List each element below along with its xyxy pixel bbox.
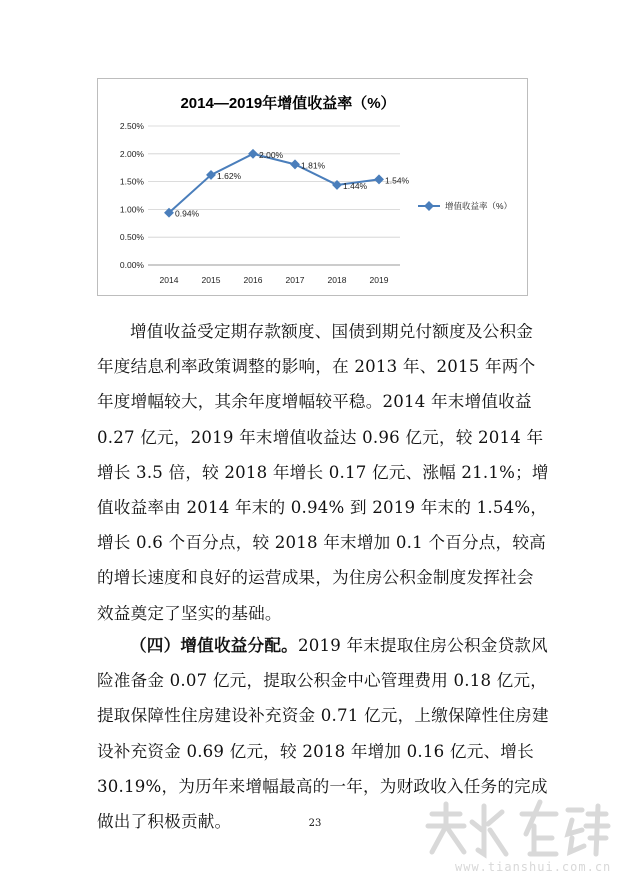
y-tick-label: 2.00%: [119, 148, 144, 159]
x-tick-label: 2019: [369, 275, 389, 285]
data-point-marker: [248, 149, 258, 159]
y-tick-label: 2.50%: [119, 121, 144, 131]
x-tick-label: 2016: [243, 275, 263, 285]
paragraph-text: 增值收益受定期存款额度、国债到期兑付额度及公积金年度结息利率政策调整的影响，在 2013 年、2015 年两个年度增幅较大，其余年度增幅较平稳。2014 年末增值收益 0.27 亿元，2019 年末增值收益达 0.96 亿元，较 2014 年增长 3.5 倍，较 2018 年增长 0.17 亿元、涨幅 21.1%；增值收益率由 2014 年末的 0.94% 到 2019 年末的 1.54%，增长 0.6 个百分点，较 2018 年末增加 0.1 个百分点，较高的增长速度和良好的运营成果，为住房公积金制度发挥社会效益奠定了坚实的基础。: [97, 322, 549, 623]
x-tick-label: 2014: [159, 275, 179, 285]
legend-label: 增值收益率（%）: [445, 201, 513, 211]
x-tick-label: 2015: [201, 275, 221, 285]
x-tick-label: 2018: [327, 275, 347, 285]
data-point-marker: [374, 174, 384, 184]
data-label: 1.81%: [301, 160, 326, 171]
legend-marker: [424, 201, 434, 211]
y-tick-label: 0.00%: [119, 260, 144, 270]
paragraph-text: 2019 年末提取住房公积金贷款风险准备金 0.07 亿元，提取公积金中心管理费用 0.18 亿元，提取保障性住房建设补充资金 0.71 亿元，上缴保障性住房建设补充资金 0.69 亿元，较 2018 年增加 0.16 亿元、增长 30.19%，为历年来增幅最高的一年，为财政收入任务的完成做出了积极贡献。: [97, 636, 549, 832]
data-label: 0.94%: [175, 208, 200, 219]
data-label: 1.62%: [217, 170, 242, 181]
section-heading: （四）增值收益分配。: [130, 635, 298, 655]
y-tick-label: 1.00%: [119, 204, 144, 215]
page-number: 23: [308, 818, 322, 829]
paragraph-yield-growth: [97, 314, 549, 631]
data-label: 1.54%: [385, 175, 410, 186]
yield-rate-chart: [97, 78, 528, 296]
watermark-url: www.tianshui.com.cn: [455, 860, 612, 874]
chart-legend: [418, 201, 512, 211]
data-point-marker: [290, 159, 300, 169]
data-label: 1.44%: [343, 180, 368, 191]
y-tick-label: 1.50%: [119, 176, 144, 187]
y-tick-label: 0.50%: [119, 232, 144, 243]
watermark-logo: [422, 794, 612, 864]
line-chart-svg: [98, 79, 529, 297]
data-label: 2.00%: [259, 149, 284, 160]
chart-title: 2014—2019年增值收益率（%）: [180, 95, 396, 112]
x-tick-label: 2017: [285, 275, 305, 285]
